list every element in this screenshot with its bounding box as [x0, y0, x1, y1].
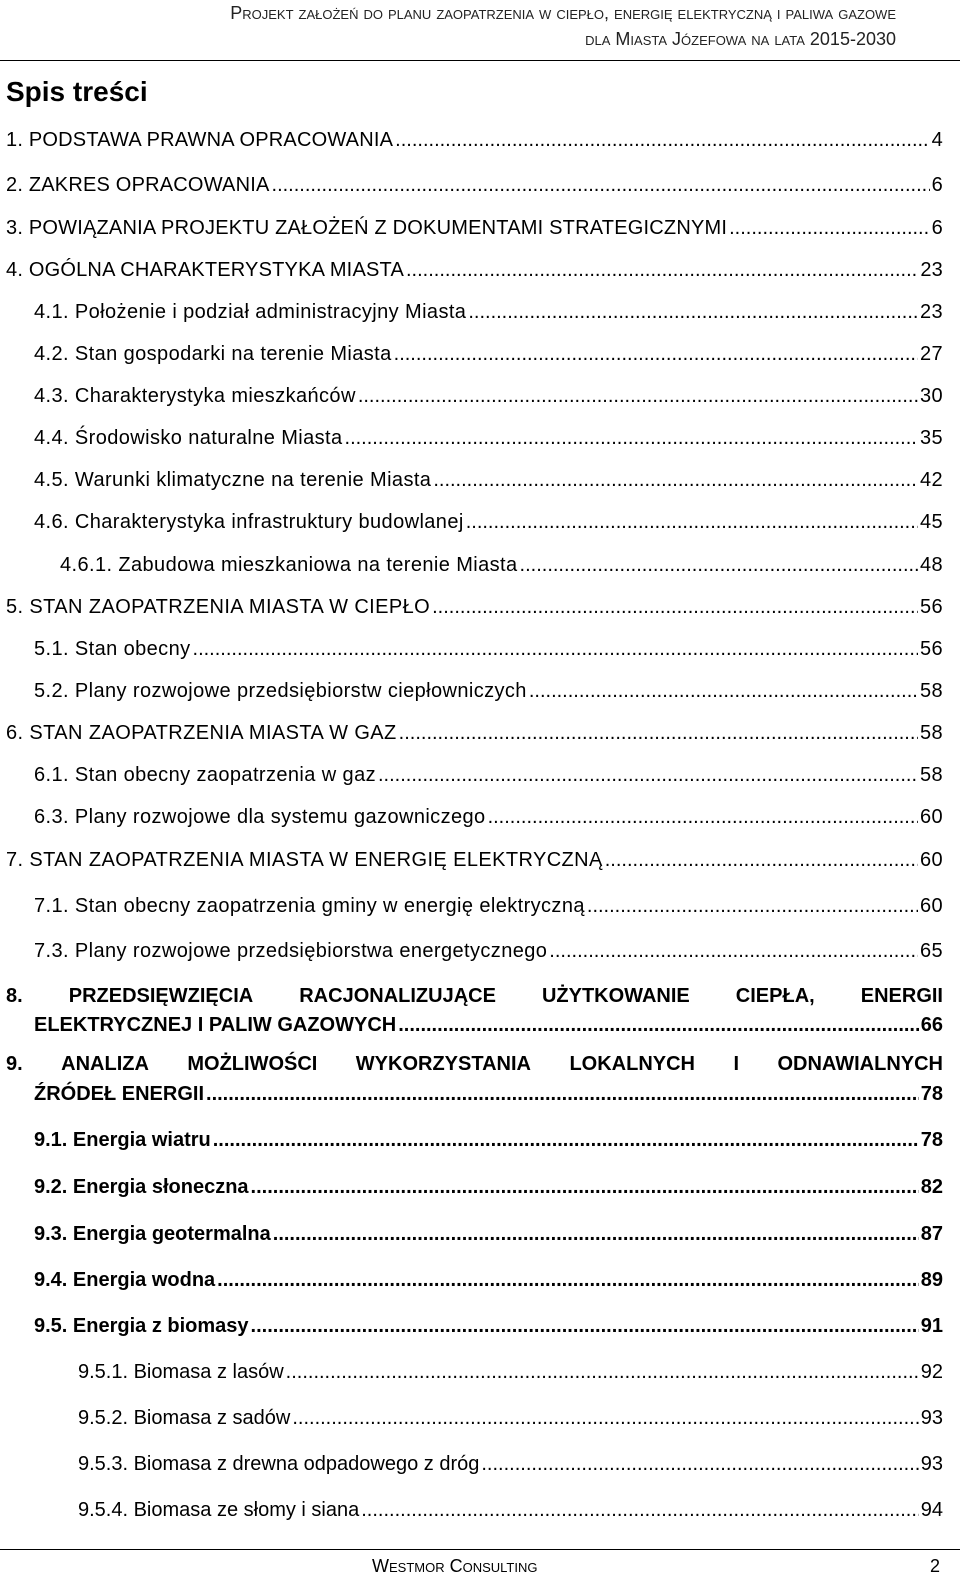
- toc-leader: [406, 258, 918, 282]
- toc-entry-label: 5.1. Stan obecny: [34, 638, 191, 660]
- toc-entry-page: 48: [919, 554, 943, 576]
- toc-leader: [394, 342, 918, 366]
- toc-entry-label: 3. POWIĄZANIA PROJEKTU ZAŁOŻEŃ Z DOKUMENTAMI STRATEGICZNYMI: [6, 217, 728, 239]
- toc-entry-page: 60: [919, 895, 943, 917]
- toc-entry-label: 7. STAN ZAOPATRZENIA MIASTA W ENERGIĘ ELEKTRYCZNĄ: [6, 849, 603, 871]
- toc-entry-page: 94: [920, 1499, 943, 1521]
- toc-entry-label: 4.6.1. Zabudowa mieszkaniowa na terenie Miasta: [60, 554, 518, 576]
- toc-entry[interactable]: [6, 848, 943, 872]
- toc-entry[interactable]: [34, 1013, 943, 1037]
- toc-word: ANALIZA: [61, 1053, 149, 1075]
- toc-entry-label: 9.5.3. Biomasa z drewna odpadowego z dróg: [78, 1453, 480, 1475]
- toc-entry[interactable]: [34, 384, 943, 408]
- toc-entry[interactable]: [60, 553, 943, 577]
- toc-entry-page: 58: [919, 764, 943, 786]
- toc-entry[interactable]: [34, 1175, 943, 1199]
- toc-leader: [213, 1128, 919, 1152]
- toc-entry-page: 23: [920, 259, 943, 281]
- toc-title: Spis treści: [6, 76, 148, 107]
- toc-entry[interactable]: [6, 595, 943, 619]
- toc-entry[interactable]: [6, 216, 943, 240]
- toc-leader: [549, 939, 918, 963]
- toc-entry-page: 60: [919, 806, 943, 828]
- toc-entry-page: 78: [920, 1129, 943, 1151]
- toc-entry-label: 9.4. Energia wodna: [34, 1269, 216, 1291]
- toc-entry-page: 89: [920, 1269, 943, 1291]
- toc-entry-page: 87: [920, 1223, 943, 1245]
- toc-entry[interactable]: [78, 1406, 943, 1430]
- toc-leader: [468, 300, 918, 324]
- toc-entry-label: 7.1. Stan obecny zaopatrzenia gminy w energię elektryczną: [34, 895, 585, 917]
- toc-entry-label: ŹRÓDEŁ ENERGII: [34, 1083, 205, 1105]
- toc-entry[interactable]: [34, 1128, 943, 1152]
- toc-entry-page: 93: [920, 1453, 943, 1475]
- toc-entry-page: 93: [920, 1407, 943, 1429]
- toc-entry-page: 58: [919, 722, 943, 744]
- footer-rule: [0, 1549, 960, 1550]
- toc-leader: [398, 1013, 919, 1037]
- toc-leader: [217, 1268, 919, 1292]
- toc-entry-label: 7.3. Plany rozwojowe przedsiębiorstwa energetycznego: [34, 940, 548, 962]
- toc-entry-page: 91: [920, 1315, 943, 1337]
- toc-leader: [729, 216, 930, 240]
- footer-page-number: 2: [929, 1556, 940, 1576]
- toc-word: ODNAWIALNYCH: [777, 1053, 943, 1075]
- toc-entry-label: 6.3. Plany rozwojowe dla systemu gazowniczego: [34, 806, 486, 828]
- toc-entry[interactable]: [34, 1222, 943, 1246]
- toc-entry-label: 9.5. Energia z biomasy: [34, 1315, 249, 1337]
- toc-leader: [529, 679, 918, 703]
- toc-entry-page: 65: [919, 940, 943, 962]
- toc-entry-label: 4.4. Środowisko naturalne Miasta: [34, 427, 343, 449]
- toc-leader: [433, 468, 918, 492]
- toc-word: UŻYTKOWANIE: [541, 985, 690, 1007]
- toc-entry[interactable]: [34, 300, 943, 324]
- toc-entry[interactable]: [34, 468, 943, 492]
- toc-entry-label: 4.5. Warunki klimatyczne na terenie Miasta: [34, 469, 432, 491]
- toc-entry-page: 58: [919, 680, 943, 702]
- toc-entry[interactable]: [6, 173, 943, 197]
- toc-word: LOKALNYCH: [569, 1053, 695, 1075]
- toc-word: RACJONALIZUJĄCE: [299, 985, 496, 1007]
- toc-entry-page: 6: [931, 217, 943, 239]
- header-title-line1: Projekt założeń do planu zaopatrzenia w ciepło, energię elektryczną i paliwa gazowe: [230, 3, 896, 23]
- toc-leader: [395, 128, 930, 152]
- toc-entry-page: 56: [919, 596, 943, 618]
- header-rule: [0, 60, 960, 61]
- toc-entry-label: 9.3. Energia geotermalna: [34, 1223, 271, 1245]
- toc-word: PRZEDSIĘWZIĘCIA: [68, 985, 254, 1007]
- toc-entry[interactable]: [78, 1360, 943, 1384]
- footer-company: Westmor Consulting: [372, 1556, 538, 1576]
- toc-entry-label: 6. STAN ZAOPATRZENIA MIASTA W GAZ: [6, 722, 397, 744]
- toc-entry[interactable]: [34, 939, 943, 963]
- toc-leader: [466, 510, 918, 534]
- toc-entry-page: 82: [920, 1176, 943, 1198]
- toc-leader: [193, 637, 918, 661]
- toc-entry-label: 4.2. Stan gospodarki na terenie Miasta: [34, 343, 392, 365]
- toc-leader: [286, 1360, 919, 1384]
- toc-leader: [292, 1406, 918, 1430]
- header-title-line2: dla Miasta Józefowa na lata 2015-2030: [585, 29, 896, 49]
- toc-entry-page: 30: [919, 385, 943, 407]
- toc-word: 8.: [6, 985, 23, 1007]
- toc-entry[interactable]: [78, 1452, 943, 1476]
- toc-entry-label: 9.5.1. Biomasa z lasów: [78, 1361, 284, 1383]
- toc-leader: [432, 595, 918, 619]
- toc-entry[interactable]: [6, 258, 943, 282]
- toc-entry-label: 4.6. Charakterystyka infrastruktury budowlanej: [34, 511, 464, 533]
- toc-word: ENERGII: [860, 985, 943, 1007]
- toc-entry-line1[interactable]: [6, 1052, 943, 1076]
- toc-word: WYKORZYSTANIA: [355, 1053, 531, 1075]
- toc-entry[interactable]: [34, 426, 943, 450]
- toc-leader: [488, 805, 918, 829]
- page-header: [0, 0, 960, 52]
- toc-entry-page: 66: [920, 1014, 943, 1036]
- toc-entry-page: 45: [919, 511, 943, 533]
- toc-entry[interactable]: [34, 510, 943, 534]
- toc-leader: [520, 553, 918, 577]
- toc-entry-page: 23: [919, 301, 943, 323]
- toc-entry-label: 4.3. Charakterystyka mieszkańców: [34, 385, 356, 407]
- toc-leader: [378, 763, 918, 787]
- toc-entry-page: 56: [919, 638, 943, 660]
- toc-leader: [273, 1222, 919, 1246]
- toc-entry-label: 5. STAN ZAOPATRZENIA MIASTA W CIEPŁO: [6, 596, 431, 618]
- toc-leader: [206, 1082, 919, 1106]
- toc-leader: [251, 1175, 919, 1199]
- toc-entry-page: 27: [919, 343, 943, 365]
- toc-entry[interactable]: [34, 679, 943, 703]
- toc-leader: [272, 173, 930, 197]
- toc-entry-page: 92: [920, 1361, 943, 1383]
- toc-entry-label: 4.1. Położenie i podział administracyjny Miasta: [34, 301, 467, 323]
- toc-entry-label: 9.2. Energia słoneczna: [34, 1176, 249, 1198]
- toc-entry-page: 78: [920, 1083, 943, 1105]
- toc-leader: [345, 426, 918, 450]
- toc-entry-label: 6.1. Stan obecny zaopatrzenia w gaz: [34, 764, 376, 786]
- toc-word: I: [733, 1053, 739, 1075]
- toc-leader: [358, 384, 918, 408]
- toc-leader: [587, 894, 918, 918]
- toc-entry-page: 60: [919, 849, 943, 871]
- toc-entry[interactable]: [6, 128, 943, 152]
- toc-entry-page: 35: [919, 427, 943, 449]
- toc-entry[interactable]: [34, 1268, 943, 1292]
- toc-entry-page: 6: [931, 174, 943, 196]
- toc-entry-label: 5.2. Plany rozwojowe przedsiębiorstw ciepłowniczych: [34, 680, 527, 702]
- toc-entry[interactable]: [34, 805, 943, 829]
- toc-entry[interactable]: [34, 1082, 943, 1106]
- toc-leader: [481, 1452, 918, 1476]
- toc-leader: [361, 1498, 919, 1522]
- toc-leader: [399, 721, 918, 745]
- toc-entry[interactable]: [34, 1314, 943, 1338]
- toc-entry-label: 4. OGÓLNA CHARAKTERYSTYKA MIASTA: [6, 259, 404, 281]
- toc-entry[interactable]: [34, 763, 943, 787]
- toc-entry[interactable]: [34, 342, 943, 366]
- toc-word: MOŻLIWOŚCI: [187, 1053, 318, 1075]
- toc-entry[interactable]: [6, 721, 943, 745]
- toc-entry[interactable]: [78, 1498, 943, 1522]
- toc-entry-label: 1. PODSTAWA PRAWNA OPRACOWANIA: [6, 129, 394, 151]
- toc-entry-line1[interactable]: [6, 984, 943, 1008]
- toc-leader: [605, 848, 918, 872]
- toc-entry[interactable]: [34, 637, 943, 661]
- toc-entry-label: 2. ZAKRES OPRACOWANIA: [6, 174, 270, 196]
- toc-entry-label: ELEKTRYCZNEJ I PALIW GAZOWYCH: [34, 1014, 397, 1036]
- toc-word: 9.: [6, 1053, 23, 1075]
- toc-entry-page: 42: [919, 469, 943, 491]
- toc-leader: [251, 1314, 919, 1338]
- toc-entry-label: 9.5.4. Biomasa ze słomy i siana: [78, 1499, 360, 1521]
- toc-word: CIEPŁA,: [735, 985, 815, 1007]
- toc-entry-label: 9.5.2. Biomasa z sadów: [78, 1407, 291, 1429]
- toc-entry-page: 4: [931, 129, 943, 151]
- toc-entry-label: 9.1. Energia wiatru: [34, 1129, 211, 1151]
- toc-entry[interactable]: [34, 894, 943, 918]
